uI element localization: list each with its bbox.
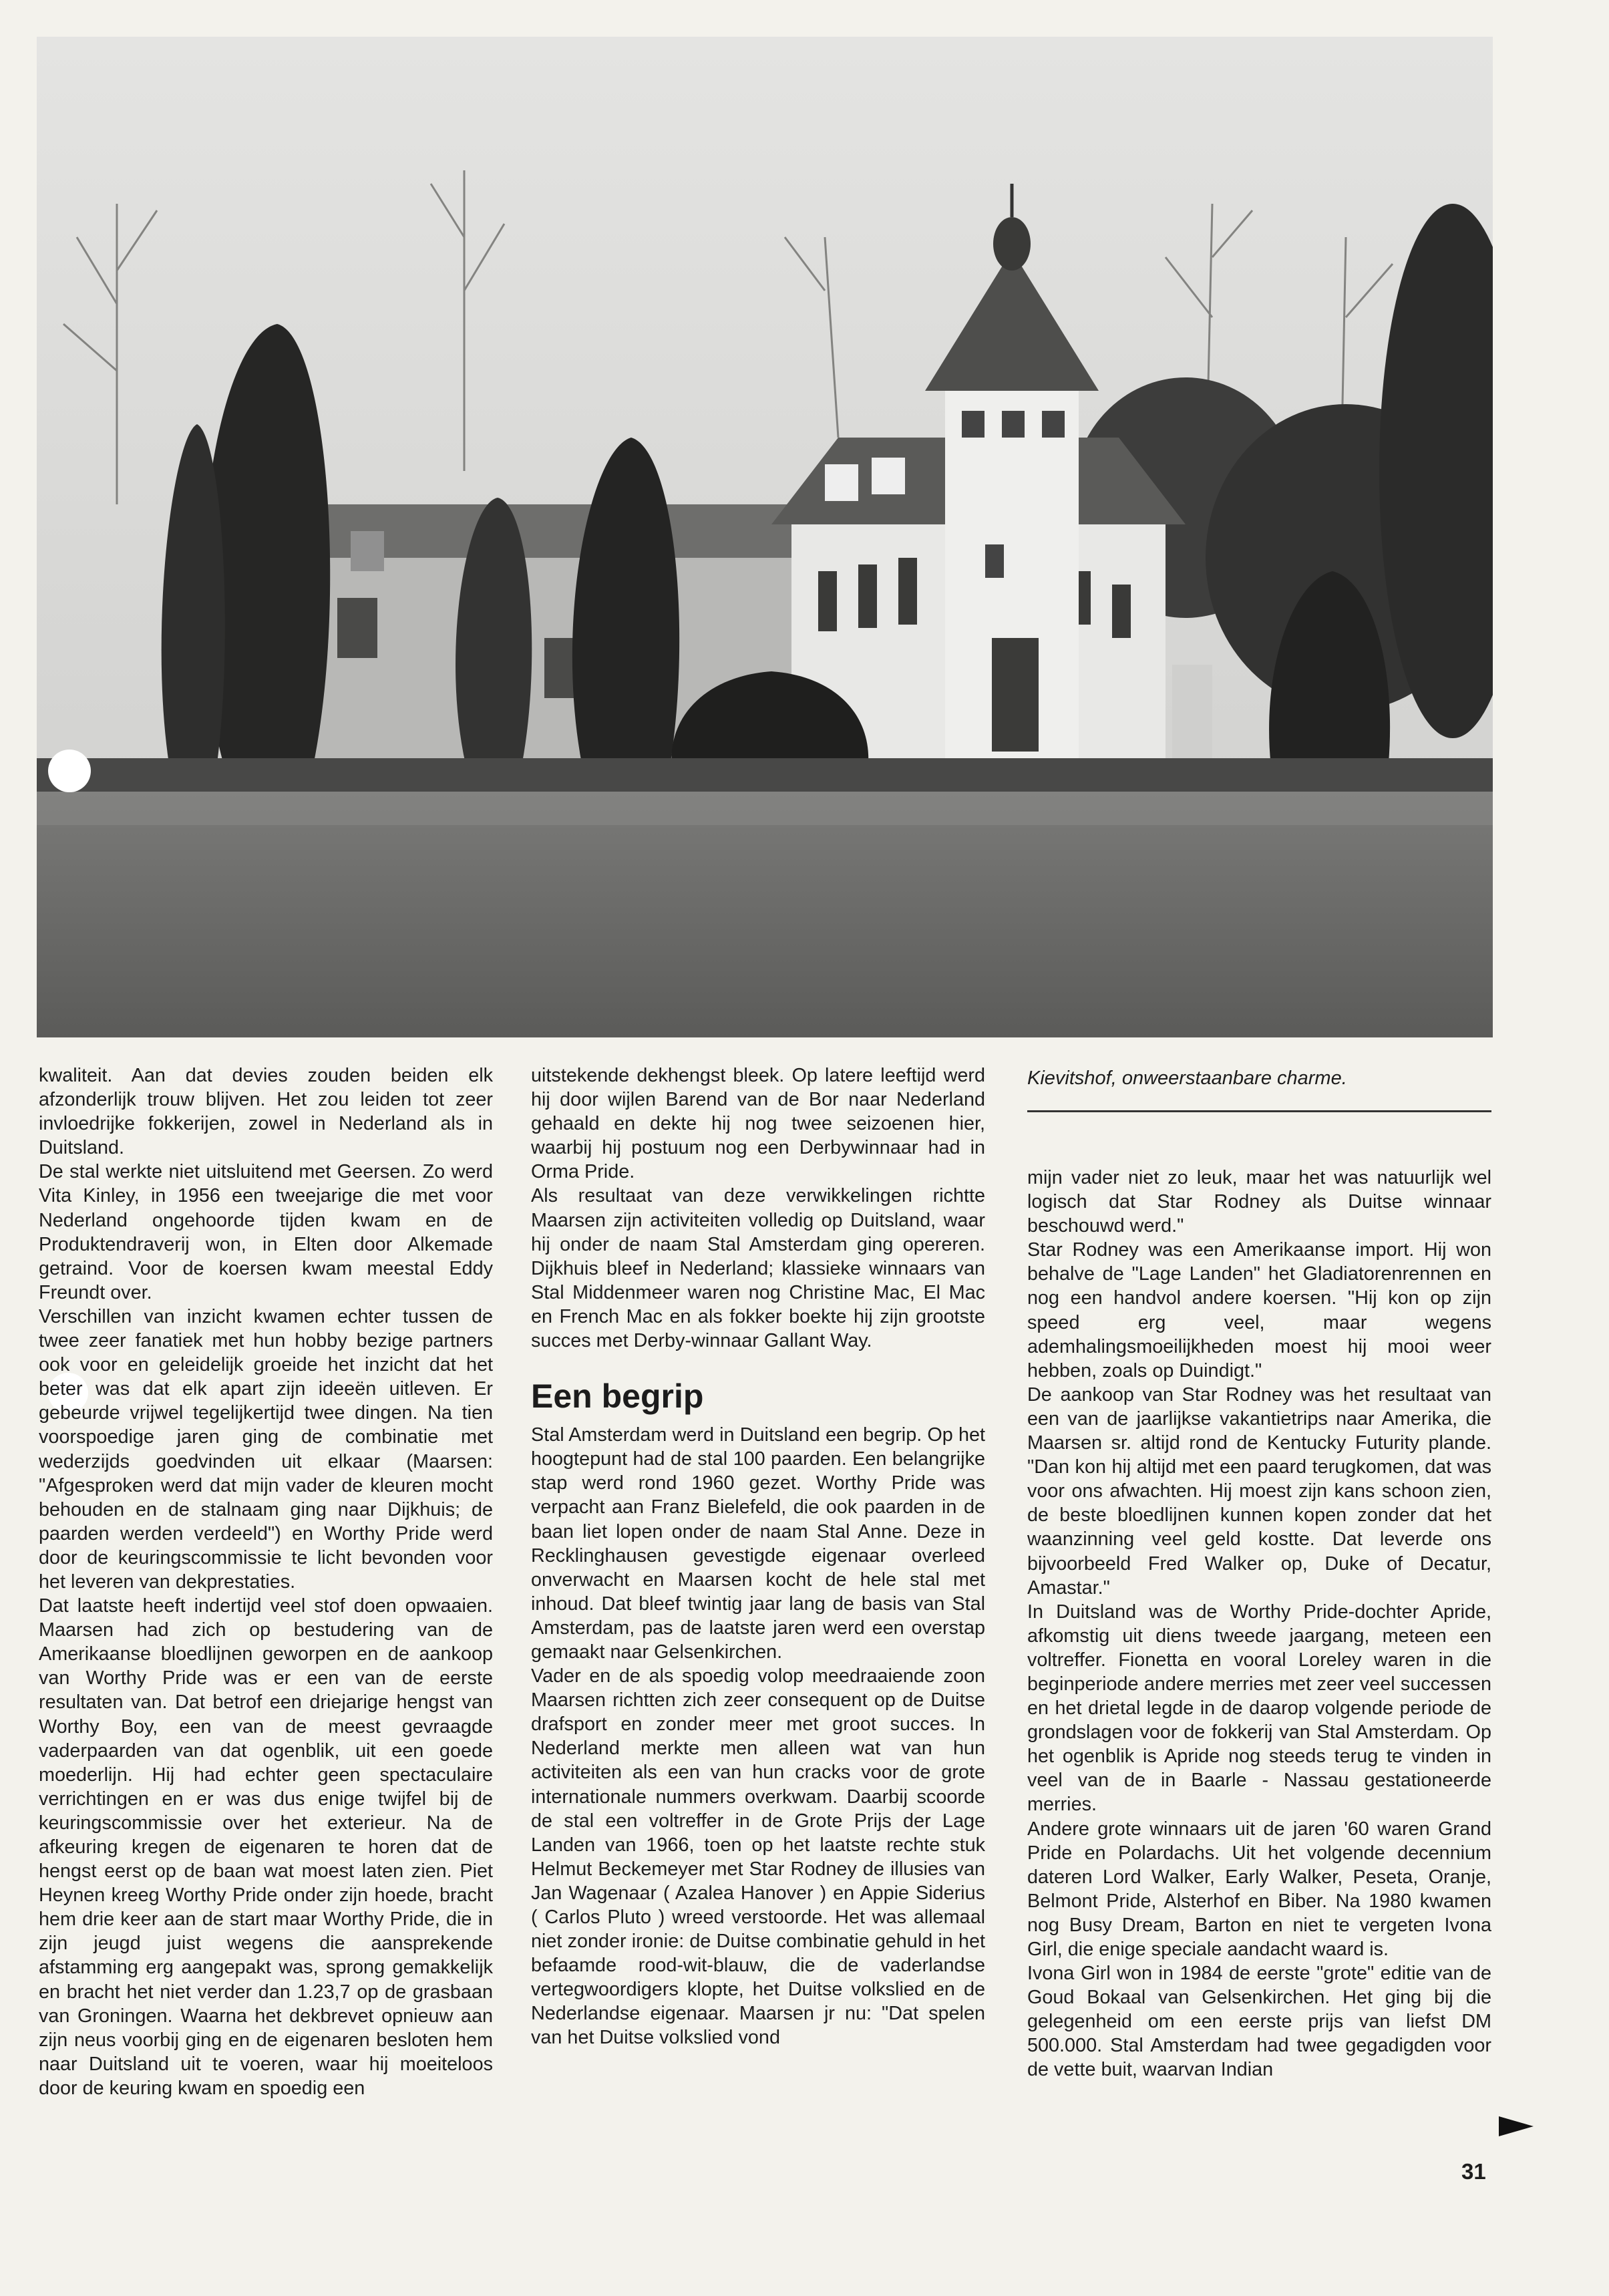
kievitshof-photo bbox=[37, 37, 1493, 1037]
paragraph: Ivona Girl won in 1984 de eerste "grote" editie van de Goud Bokaal van Gelsenkirchen. Het ging bij die gelegenheid om een eerste prijs van liefst DM 500.000. Stal Amsterdam had twee gegadigden voor de vette buit, waarvan Indian bbox=[1027, 1963, 1491, 2081]
continue-arrow-icon bbox=[1499, 2116, 1534, 2136]
paragraph: De stal werkte niet uitsluitend met Geersen. Zo werd Vita Kinley, in 1956 een tweejarige die met voor Nederland ongehoorde tijden kwam en de Produktendraverij won, in Elten door Alkemade getraind. Voor de koersen kwam meestal Eddy Freundt over. bbox=[39, 1161, 493, 1303]
photo-caption: Kievitshof, onweerstaanbare charme. bbox=[1027, 1068, 1347, 1089]
paragraph: Vader en de als spoedig volop meedraaiende zoon Maarsen richtten zich zeer consequent op de Duitse drafsport en zonder meer met groot succes. In Nederland merkte men alleen wat van hun activiteiten als een van hun cracks voor de grote internationale nummers overkwam. Daarbij scoorde de stal een voltreffer in de Grote Prijs der Lage Landen van 1966, toen op het laatste rechte stuk Helmut Beckemeyer met Star Rodney de illusies van Jan Wagenaar ( Azalea Hanover ) en Appie Siderius ( Carlos Pluto ) wreed verstoorde. Het was allemaal niet zonder ironie: de Duitse combinatie gehuld in het befaamde rood-wit-blauw, die de vaderlandse vertegwoordigers klopte, het Duitse volkslied en de Nederlandse eigenaar. Maarsen jr nu: "Dat spelen van het Duitse volkslied vond bbox=[531, 1665, 985, 2049]
paragraph: Verschillen van inzicht kwamen echter tussen de twee zeer fanatiek met hun hobby bezige partners ook voor en geleidelijk groeide het inzicht dat het beter was dat elk apart zijn ideeën uitleven. Er gebeurde vrijwel tegelijkertijd twee dingen. Na tien voorspoedige jaren ging de combinatie met wederzijds goedvinden uit elkaar (Maarsen: "Afgesproken werd dat mijn vader de kleuren mocht behouden en de stalnaam ging naar Dijkhuis; de paarden werden verdeeld") en Worthy Pride werd door de keuringscommissie te licht bevonden voor het leveren van dekprestaties. bbox=[39, 1305, 493, 1593]
paragraph: Stal Amsterdam werd in Duitsland een begrip. Op het hoogtepunt had de stal 100 paarden. Een belangrijke stap werd rond 1960 gezet. Worthy Pride was verpacht aan Franz Bielefeld, die ook paarden in de baan liet lopen onder de naam Stal Anne. Deze in Recklinghausen gevestigde eigenaar overleed onverwacht en Maarsen kocht de hele stal met inhoud. Dat bleef twintig jaar lang de basis van Stal Amsterdam, pas de laatste jaren werd een overstap gemaakt naar Gelsenkirchen. bbox=[531, 1424, 985, 1663]
paragraph: kwaliteit. Aan dat devies zouden beiden elk afzonderlijk trouw blijven. Het zou leiden tot zeer invloedrijke fokkerijen, zowel in Nederland als in Duitsland. bbox=[39, 1065, 493, 1159]
article-column-1 bbox=[39, 1063, 493, 2100]
section-heading: Een begrip bbox=[531, 1377, 704, 1416]
paragraph: Dat laatste heeft indertijd veel stof doen opwaaien. Maarsen had zich op bestudering van de Amerikaanse bloedlijnen geworpen en de aankoop van Worthy Pride was er een van de eerste resultaten van. Dat betrof een driejarige hengst van Worthy Boy, een van de meest gevraagde vaderpaarden van dat ogenblik, uit een goede moederlijn. Hij had echter geen spectaculaire verrichtingen en er was dus enige twijfel bij de keuringscommissie over het exterieur. Na de afkeuring kregen de eigenaren te horen dat de hengst eerst op de baan wat moest laten zien. Piet Heynen kreeg Worthy Pride onder zijn hoede, bracht hem drie keer aan de start maar Worthy Pride, die in zijn jeugd juist wegens die aansprekende afstamming erg aangepakt was, sprong gemakkelijk en bracht het niet verder dan 1.23,7 op de grasbaan van Groningen. Waarna het dekbrevet opnieuw aan zijn neus voorbij ging en de eigenaren besloten hem naar Duitsland uit te voeren, waar hij moeiteloos door de keuring kwam en spoedig een bbox=[39, 1595, 493, 2099]
paragraph: In Duitsland was de Worthy Pride-dochter Apride, afkomstig uit diens tweede jaargang, meteen een voltreffer. Fionetta en vooral Loreley waren in die beginperiode andere merries met zeer veel successen en het drietal legde in de daarop volgende periode de grondslagen voor de fokkerij van Stal Amsterdam. Op het ogenblik is Apride nog steeds terug te vinden in veel van de in Baarle - Nassau gestationeerde merries. bbox=[1027, 1601, 1491, 1816]
paragraph: Andere grote winnaars uit de jaren '60 waren Grand Pride en Polardachs. Uit het volgende decennium dateren Lord Walker, Early Walker, Peseta, Oranje, Belmont Pride, Alsterhof en Biber. Na 1980 kwamen nog Busy Dream, Barton en niet te vergeten Ivona Girl, die enige speciale aandacht waard is. bbox=[1027, 1818, 1491, 1960]
paragraph: Als resultaat van deze verwikkelingen richtte Maarsen zijn activiteiten volledig op Duitsland, waar hij onder de naam Stal Amsterdam ging opereren. Dijkhuis bleef in Nederland; klassieke winnaars van Stal Middenmeer waren nog Christine Mac, El Mac en French Mac en als fokker boekte hij zijn grootste succes met Derby-winnaar Gallant Way. bbox=[531, 1185, 985, 1352]
paragraph: De aankoop van Star Rodney was het resultaat van een van de jaarlijkse vakantietrips naar Amerika, die Maarsen sr. altijd rond de Kentucky Futurity plande. "Dan kon hij altijd met een paard terugkomen, dat was voor ons afwachten. Hij moest zijn kans schoon zien, de beste bloedlijnen kunnen kopen zonder dat het waanzinning veel geld kostte. Dat leverde ons bijvoorbeeld Fred Walker op, Duke of Decatur, Amastar." bbox=[1027, 1383, 1491, 1599]
paragraph: Star Rodney was een Amerikaanse import. Hij won behalve de "Lage Landen" het Gladiatorenrennen en nog een handvol andere koersen. "Hij kon op zijn speed erg veel, maar wegens ademhalingsmoeilijkheden moest hij mooi weer hebben, zoals op Duindigt." bbox=[1027, 1239, 1491, 1381]
punch-hole bbox=[48, 750, 91, 792]
caption-rule bbox=[1027, 1110, 1491, 1112]
paragraph: uitstekende dekhengst bleek. Op latere leeftijd werd hij door wijlen Barend van de Bor naar Nederland gehaald en dekte hij nog twee seizoenen hier, waarbij hij postuum nog een Derbywinnaar had in Orma Pride. bbox=[531, 1065, 985, 1183]
paragraph: mijn vader niet zo leuk, maar het was natuurlijk wel logisch dat Star Rodney als Duitse winnaar beschouwd werd." bbox=[1027, 1167, 1491, 1237]
article-column-3 bbox=[1027, 1166, 1491, 2082]
article-column-2 bbox=[531, 1063, 985, 2050]
page-number: 31 bbox=[1461, 2159, 1486, 2184]
